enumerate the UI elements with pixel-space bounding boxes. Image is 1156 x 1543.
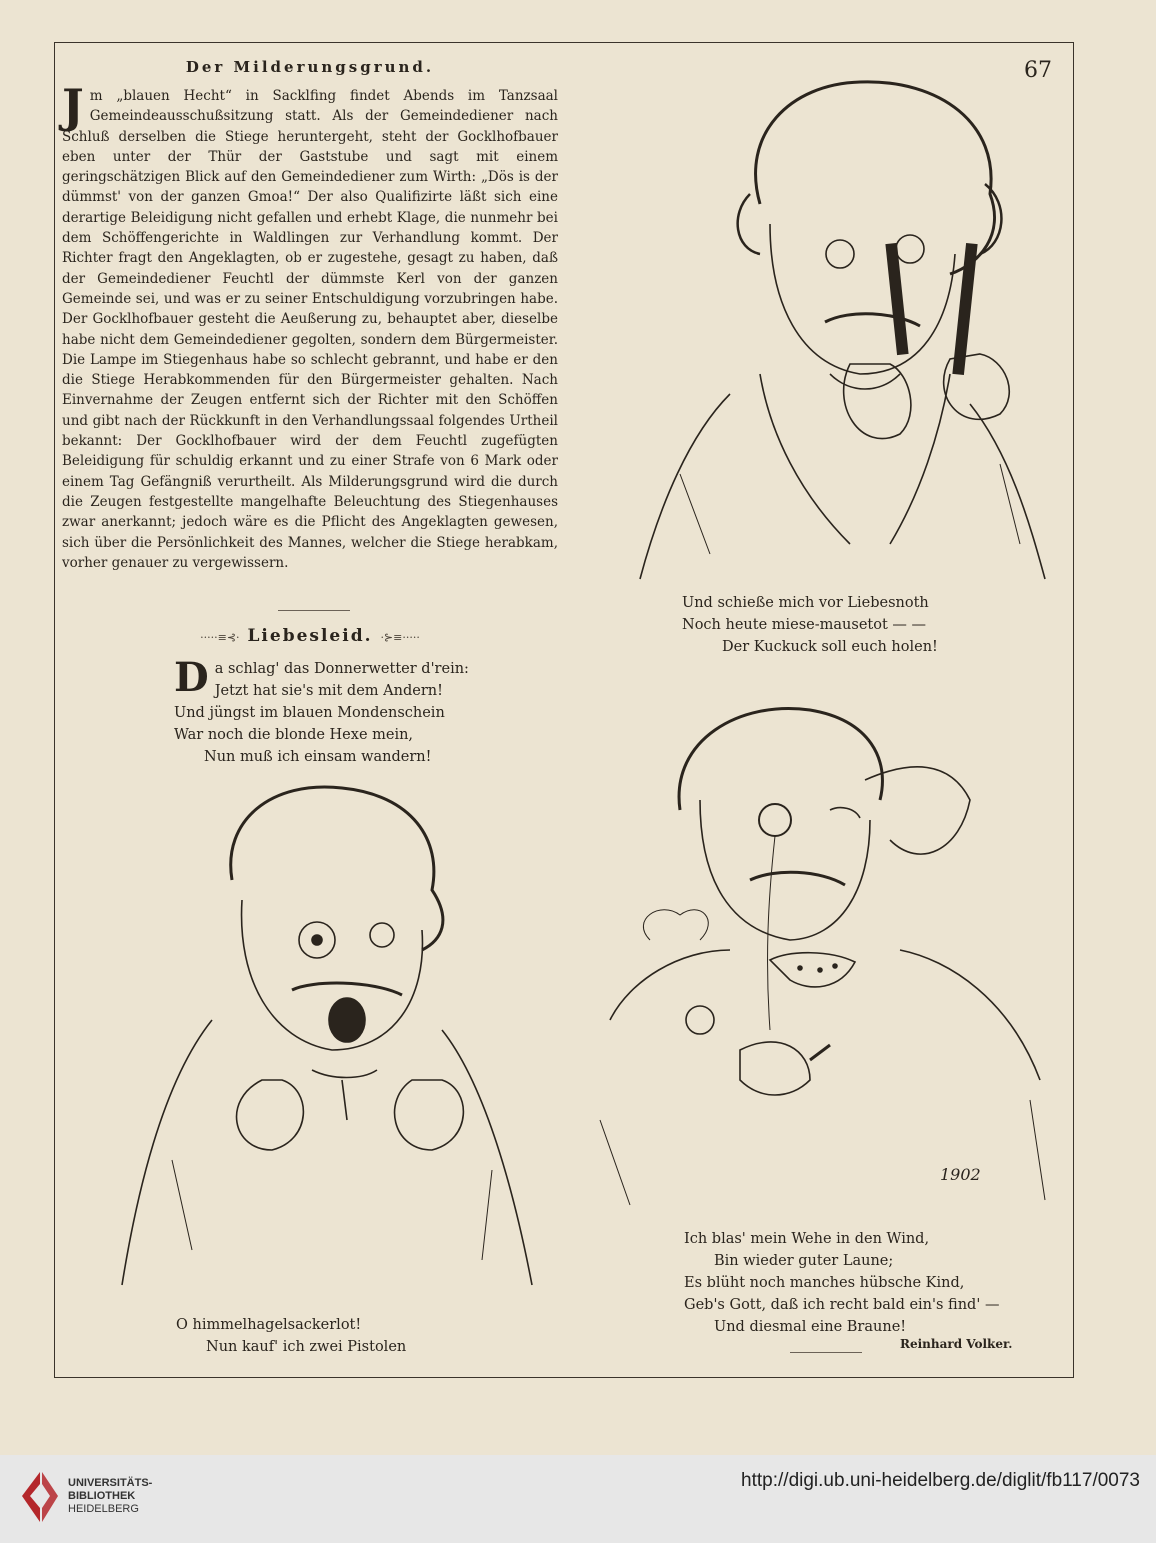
permalink-url[interactable]: http://digi.ub.uni-heidelberg.de/diglit/fb117/0073: [741, 1470, 1140, 1491]
poem-author: Reinhard Volker.: [900, 1337, 1013, 1351]
poem-line: Jetzt hat sie's mit dem Andern!: [214, 683, 443, 699]
illustration-shouting: [112, 780, 552, 1290]
article-dropcap: J: [62, 79, 84, 133]
library-name-line1: UNIVERSITÄTS-: [68, 1477, 153, 1489]
poem-line: Der Kuckuck soll euch holen!: [722, 639, 938, 655]
poem-line: a schlag' das Donnerwetter d'rein:: [214, 661, 469, 677]
poem-stanza-3: [682, 592, 982, 658]
poem-line: Nun muß ich einsam wandern!: [204, 749, 432, 765]
ornament-left: ·····≡⊰·: [200, 631, 240, 644]
poem-line: O himmelhagelsackerlot!: [176, 1317, 362, 1333]
library-name: [68, 1477, 152, 1516]
library-name-line3: HEIDELBERG: [68, 1503, 139, 1515]
ornament-right: ·⊱≡·····: [380, 631, 420, 644]
separator-rule: [278, 610, 350, 611]
illustration-monocle-drawing: [590, 700, 1055, 1220]
article-body: [62, 79, 558, 573]
poem-title: Liebesleid.: [247, 626, 373, 646]
poem-title-block: [120, 626, 500, 646]
illustration-pistols: [620, 74, 1050, 584]
poem-line: Bin wieder guter Laune;: [714, 1253, 894, 1269]
poem-line: Und jüngst im blauen Mondenschein: [174, 705, 445, 721]
illustration-pistols-drawing: [620, 74, 1050, 584]
poem-line: Noch heute miese-mausetot — —: [682, 617, 927, 633]
poem-line: Ich blas' mein Wehe in den Wind,: [684, 1231, 930, 1247]
poem-stanza-1: [174, 654, 474, 768]
illustration-shouting-drawing: [112, 780, 552, 1290]
poem-stanza-2: [176, 1314, 496, 1358]
poem-line: Nun kauf' ich zwei Pistolen: [206, 1339, 407, 1355]
poem-line: War noch die blonde Hexe mein,: [174, 727, 414, 743]
footer-bar: [0, 1455, 1156, 1543]
poem-line: Und diesmal eine Braune!: [714, 1319, 907, 1335]
page-number: 67: [1024, 58, 1052, 83]
illustration-monocle: [590, 700, 1055, 1220]
poem-dropcap: D: [174, 654, 209, 701]
article-text: m „blauen Hecht“ in Sacklfing findet Abends im Tanzsaal Gemeindeausschußsitzung statt. Als der Gemeindediener nach Schluß derselben die Stiege heruntergeht, steht der Gocklhofbauer eben unter der Thür der Gaststube und sagt mit einem geringschätzigen Blick auf den Gemeindediener zum Wirth: „Dös is der dümmst' von der ganzen Gmoa!“ Der also Qualifizirte läßt sich eine derartige Beleidigung nicht gefallen und erhebt Klage, die nunmehr bei dem Schöffengerichte in Waldlingen zur Verhandlung kommt. Der Richter fragt den Angeklagten, ob er zugestehe, gesagt zu haben, daß der Gemeindediener Feuchtl der dümmste Kerl von der ganzen Gemeinde sei, und was er zu seiner Entschuldigung vorzubringen habe. Der Gocklhofbauer gesteht die Aeußerung zu, behauptet aber, dieselbe habe nicht dem Gemeindediener gegolten, sondern dem Bürgermeister. Die Lampe im Stiegenhaus habe so schlecht gebrannt, und habe er den die Stiege Herabkommenden für den Bürgermeister gehalten. Nach Einvernahme der Zeugen entfernt sich der Richter mit den Schöffen und gibt nach der Rückkunft in den Verhandlungssaal folgendes Urtheil bekannt: Der Gocklhofbauer wird der dem Feuchtl zugefügten Beleidigung für schuldig erkannt und zu einer Strafe von 6 Mark oder einem Tag Gefängniß verurtheilt. Als Milderungsgrund wird die durch die Zeugen festgestellte mangelhafte Beleuchtung des Stiegenhauses zwar anerkannt; jedoch wäre es die Pflicht des Angeklagten gewesen, sich über die Persönlichkeit des Mannes, welcher die Stiege herabkam, vorher genauer zu vergewissern.: [62, 88, 558, 571]
article-title: Der Milderungsgrund.: [185, 58, 435, 76]
poem-line: Und schieße mich vor Liebesnoth: [682, 595, 929, 611]
poem-stanza-4: [684, 1228, 1024, 1338]
library-name-line2: BIBLIOTHEK: [68, 1490, 136, 1502]
library-logo-icon: [18, 1468, 62, 1526]
separator-rule: [790, 1352, 862, 1353]
poem-line: Geb's Gott, daß ich recht bald ein's find' —: [684, 1297, 1000, 1313]
artist-signature: 1902: [940, 1165, 981, 1184]
poem-line: Es blüht noch manches hübsche Kind,: [684, 1275, 965, 1291]
